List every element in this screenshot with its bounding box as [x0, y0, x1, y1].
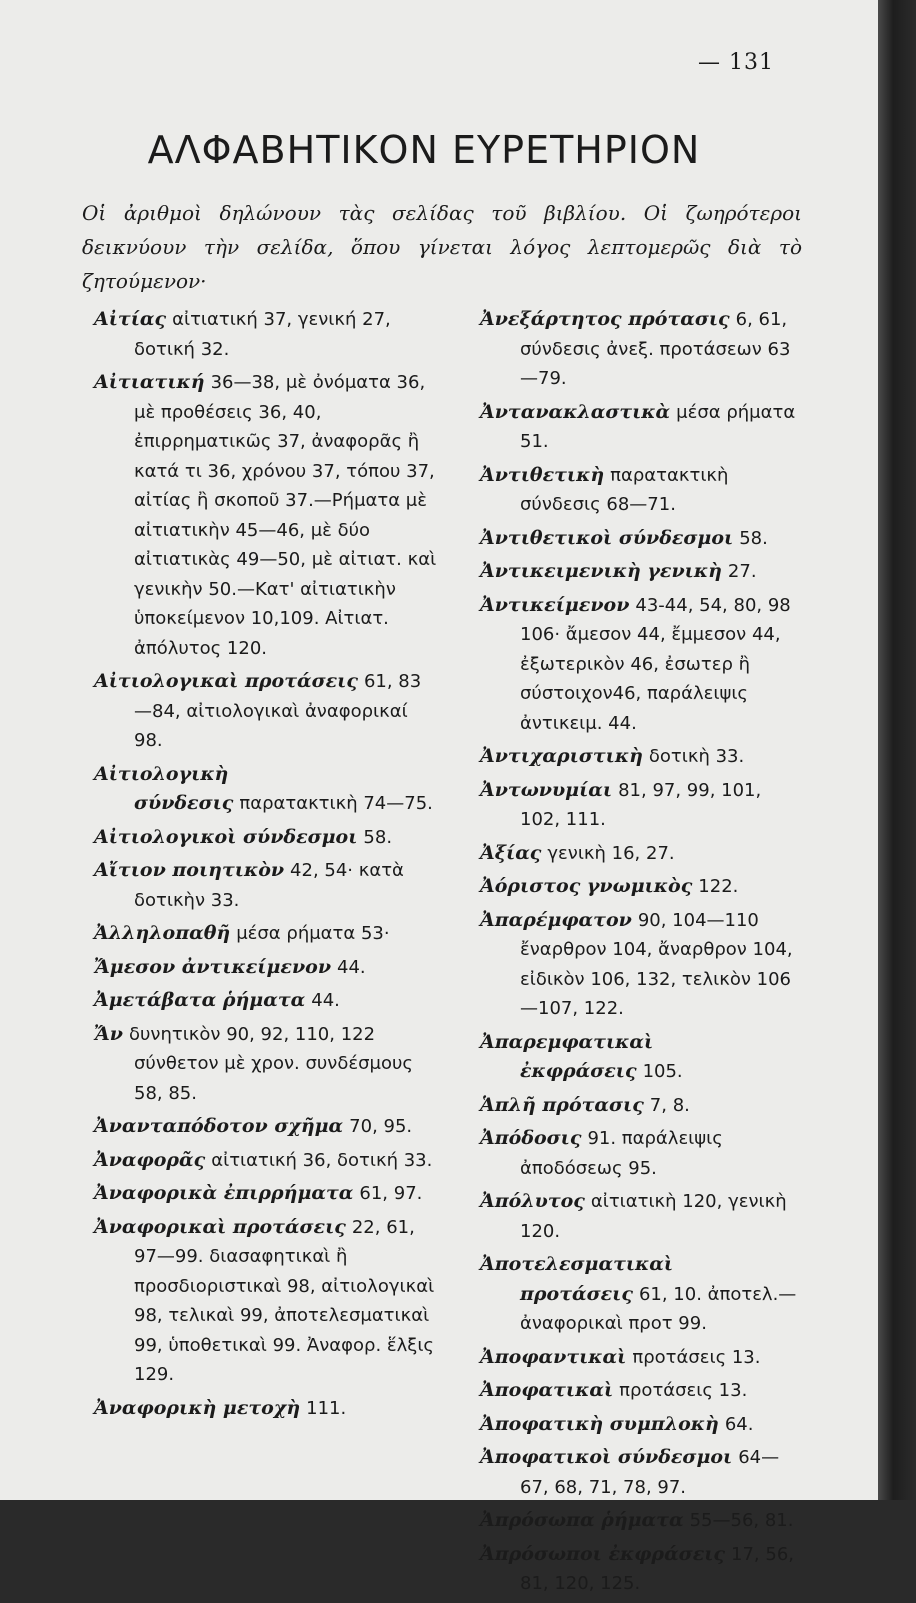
index-refs: αἰτιατική 37, γενική 27, δοτική 32.	[134, 309, 391, 360]
index-term: Ἀποτελεσματικαὶ προτάσεις	[480, 1253, 674, 1305]
index-entry	[480, 872, 798, 902]
index-entry	[94, 856, 439, 915]
index-refs: προτάσεις 13.	[619, 1380, 748, 1401]
index-refs: 44.	[311, 990, 340, 1011]
index-entry	[480, 461, 798, 520]
index-refs: δυνητικὸν 90, 92, 110, 122 σύνθετον μὲ χρον. συνδέσμους 58, 85.	[128, 1023, 413, 1104]
index-entry	[480, 591, 798, 739]
index-term: Αἴτιον ποιητικὸν	[94, 859, 285, 881]
index-column-right	[480, 305, 798, 1603]
index-entry	[94, 953, 439, 983]
index-entry	[480, 1343, 798, 1373]
index-term: Ἀντωνυμίαι	[480, 778, 613, 801]
index-entry	[94, 1020, 439, 1109]
index-term: Ἀνανταπόδοτον σχῆμα	[94, 1115, 344, 1137]
index-refs: 61, 97.	[359, 1183, 423, 1204]
index-refs: αἰτιατικὴ 120, γενικὴ 120.	[520, 1191, 787, 1242]
index-refs: 111.	[306, 1397, 347, 1419]
index-refs: 58.	[739, 527, 768, 549]
index-entry	[94, 1213, 439, 1390]
index-entry	[480, 1540, 798, 1599]
index-term: Ἀνεξάρτητος πρότασις	[480, 308, 730, 330]
index-refs: 6, 61, σύνδεσις ἀνεξ. προτάσεων 63—79.	[520, 309, 791, 389]
index-term: Αἰτιολογικοὶ σύνδεσμοι	[94, 825, 358, 848]
index-refs: αἰτιατική 36, δοτική 33.	[211, 1149, 433, 1171]
index-entry	[94, 1146, 439, 1176]
index-term: Ἀμετάβατα ῥήματα	[94, 989, 306, 1011]
intro-paragraph: Οἱ ἀριθμοὶ δηλώνουν τὰς σελίδας τοῦ βιβλίου. Οἱ ζωηρότεροι δεικνύουν τὴν σελίδα, ὅπου γίνεται λόγος λεπτομερῶς διὰ τὸ ζητούμενον·	[82, 201, 802, 293]
index-term: Ἀποφατικαὶ	[480, 1379, 614, 1401]
page-number: — 131	[698, 50, 774, 75]
index-term: Ἀπαρεμφατικαὶ ἐκφράσεις	[480, 1030, 654, 1082]
index-entry	[480, 1443, 798, 1502]
index-entry	[480, 1410, 798, 1440]
index-refs: παρατακτικὴ σύνδεσις 68—71.	[520, 464, 729, 515]
index-refs: μέσα ρήματα 53·	[236, 923, 390, 944]
index-term: Ἀντιθετικοὶ σύνδεσμοι	[480, 526, 734, 549]
index-entry	[480, 1028, 798, 1087]
index-refs: 90, 104—110 ἔναρθρον 104, ἄναρθρον 104, εἰδικὸν 106, 132, τελικὸν 106—107, 122.	[520, 909, 793, 1019]
index-refs: 81, 97, 99, 101, 102, 111.	[520, 779, 762, 830]
page-edge-shadow	[878, 0, 916, 1500]
index-entry	[94, 919, 439, 949]
index-entry	[94, 667, 439, 756]
index-refs: 43-44, 54, 80, 98 106· ἄμεσον 44, ἔμμεσον 44, ἐξωτερικὸν 46, ἐσωτερ ἢ σύστοιχον46, παράλειψις ἀντικειμ. 44.	[520, 594, 791, 734]
index-term: Ἀναφορικαὶ προτάσεις	[94, 1215, 346, 1238]
index-refs: 61, 10. ἀποτελ.—ἀναφορικαὶ προτ 99.	[520, 1283, 797, 1334]
index-refs: 91. παράλειψις ἀποδόσεως 95.	[520, 1128, 723, 1179]
index-refs: 36—38, μὲ ὀνόματα 36, μὲ προθέσεις 36, 40, ἐπιρρηματικῶς 37, ἀναφορᾶς ἢ κατά τι 36, χρόνου 37, τόπου 37, αἰτίας ἢ σκοποῦ 37.—Ρήματα μὲ αἰτιατικὴν 45—46, μὲ δύο αἰτιατικὰς 49—50, μὲ αἰτιατ. καὶ γενικὴν 50.—Κατ' αἰτιατικὴν ὑποκείμενον 10,109. Αἰτιατ. ἀπόλυτος 120.	[134, 372, 437, 659]
index-refs: 122.	[698, 876, 739, 897]
index-entry	[480, 524, 798, 554]
index-refs: 58.	[363, 826, 393, 848]
index-term: Ἀποφατικὴ συμπλοκὴ	[480, 1412, 719, 1435]
index-term: Αἰτίας	[94, 308, 167, 330]
index-refs: γενικὴ 16, 27.	[547, 842, 675, 864]
index-entry	[480, 557, 798, 587]
index-term: Ἀναφορικὰ ἐπιρρήματα	[94, 1182, 354, 1204]
index-term: Ἀπόδοσις	[480, 1127, 582, 1149]
index-term: Ἀλληλοπαθῆ	[94, 922, 231, 944]
index-entry	[94, 368, 439, 663]
index-term: Ἀπόλυτος	[480, 1190, 585, 1212]
index-refs: μέσα ρήματα 51.	[520, 401, 796, 452]
index-term: Ἄμεσον ἀντικείμενον	[94, 955, 331, 978]
page-title: ΑΛΦΑΒΗΤΙΚΟΝ ΕΥΡΕΤΗΡΙΟΝ	[147, 128, 701, 172]
index-entry	[480, 1506, 798, 1536]
index-entry	[480, 839, 798, 869]
index-refs: 64.	[724, 1413, 754, 1435]
index-term: Ἀντιθετικὴ	[480, 463, 605, 486]
index-refs: 64—67, 68, 71, 78, 97.	[520, 1447, 780, 1498]
index-entry	[480, 1250, 798, 1339]
index-entry	[480, 1187, 798, 1246]
index-refs: 22, 61, 97—99. διασαφητικαὶ ἢ προσδιοριστικαὶ 98, αἰτιολογικαὶ 98, τελικαὶ 99, ἀποτελεσματικαὶ 99, ὑποθετικαὶ 99. Ἀναφορ. ἕλξις 129.	[134, 1216, 435, 1385]
index-term: Ἀναφορικὴ μετοχὴ	[94, 1396, 301, 1419]
index-refs: δοτικὴ 33.	[648, 746, 745, 767]
index-refs: 7, 8.	[649, 1094, 690, 1116]
index-entry	[480, 1091, 798, 1121]
index-entry	[480, 906, 798, 1024]
index-refs: 70, 95.	[349, 1116, 413, 1137]
index-term: Ἀντικειμενικὴ γενικὴ	[480, 560, 722, 582]
index-entry	[480, 305, 798, 394]
index-refs: 61, 83—84, αἰτιολογικαὶ ἀναφορικαί 98.	[134, 671, 422, 751]
index-term: Ἀντικείμενον	[480, 593, 630, 616]
index-term: Ἀποφατικοὶ σύνδεσμοι	[480, 1446, 733, 1468]
index-refs: 55—56, 81.	[689, 1510, 794, 1531]
index-refs: παρατακτικὴ 74—75.	[239, 793, 433, 814]
index-term: Ἀναφορᾶς	[94, 1148, 206, 1171]
index-column-left	[94, 305, 439, 1427]
index-term: Ἁπλῆ πρότασις	[480, 1093, 644, 1116]
index-term: Ἀπρόσωποι ἐκφράσεις	[480, 1542, 726, 1565]
index-entry	[94, 986, 439, 1016]
index-entry	[94, 305, 439, 364]
index-refs: 17, 56, 81, 120, 125.	[520, 1543, 794, 1594]
index-term: Ἀπαρέμφατον	[480, 908, 632, 931]
index-refs: 105.	[642, 1061, 683, 1082]
index-term: Ἀντιχαριστικὴ	[480, 745, 643, 767]
index-refs: 44.	[337, 956, 366, 978]
index-entry	[94, 823, 439, 853]
index-term: Ἀξίας	[480, 841, 542, 864]
index-refs: 27.	[727, 561, 757, 582]
index-entry	[94, 1394, 439, 1424]
index-entry	[94, 1112, 439, 1142]
index-refs: προτάσεις 13.	[632, 1346, 761, 1368]
index-term: Αἰτιολογικὴ σύνδεσις	[94, 762, 234, 814]
index-term: Ἄν	[94, 1022, 123, 1045]
index-entry	[94, 1179, 439, 1209]
index-term: Ἀποφαντικαὶ	[480, 1345, 627, 1368]
index-term: Ἀπρόσωπα ῥήματα	[480, 1509, 684, 1531]
index-refs: 42, 54· κατὰ δοτικὴν 33.	[134, 860, 404, 911]
index-entry	[480, 1376, 798, 1406]
index-entry	[480, 776, 798, 835]
index-term: Αἰτιατική	[94, 371, 205, 393]
index-term: Ἀντανακλαστικὰ	[480, 400, 671, 423]
index-entry	[480, 398, 798, 457]
index-entry	[480, 1124, 798, 1183]
index-term: Αἰτιολογικαὶ προτάσεις	[94, 670, 358, 692]
index-entry	[94, 760, 439, 819]
index-term: Ἀόριστος γνωμικὸς	[480, 875, 693, 897]
index-entry	[480, 742, 798, 772]
